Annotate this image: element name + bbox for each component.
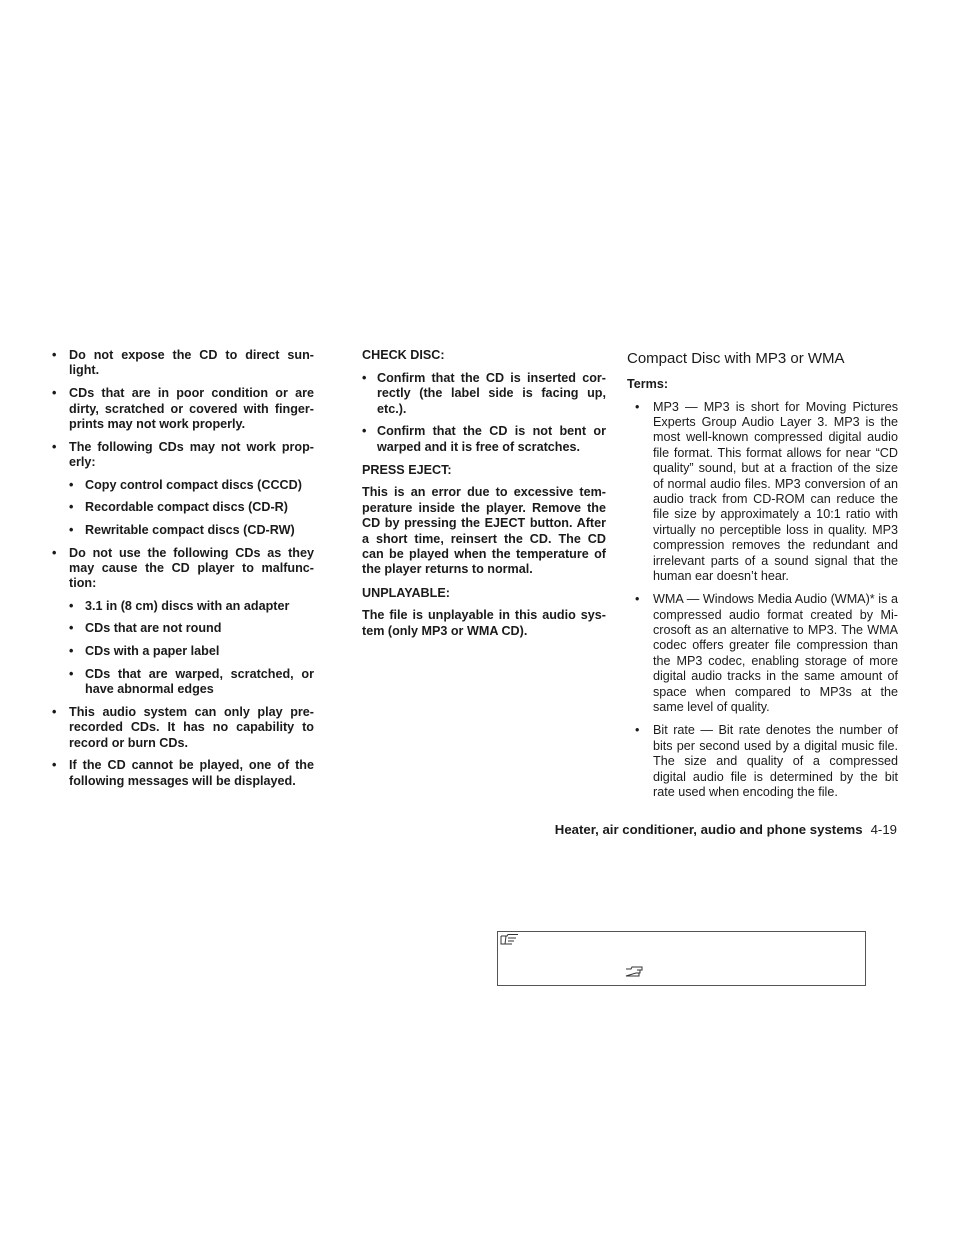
section-title: Compact Disc with MP3 or WMA bbox=[627, 350, 845, 367]
stamp-box bbox=[497, 931, 866, 986]
list-item: • If the CD cannot be played, one of the following messages will be displayed. bbox=[52, 758, 314, 789]
page-footer bbox=[555, 822, 897, 837]
list-item: • Copy control compact discs (CCCD) bbox=[69, 478, 314, 493]
list-item: • Do not expose the CD to direct sun- light. bbox=[52, 348, 314, 379]
list-item: • Confirm that the CD is inserted cor- rectly (the label side is facing up, etc.). bbox=[362, 371, 606, 417]
list-item: • The following CDs may not work prop- erly: • Copy control compact discs (CCCD) • Recordable compact discs (CD-R) • Rewritable compact discs (CD-RW) bbox=[52, 440, 314, 538]
list-item: • Recordable compact discs (CD-R) bbox=[69, 500, 314, 515]
list-item: • Rewritable compact discs (CD-RW) bbox=[69, 523, 314, 538]
page-number: 4-19 bbox=[870, 822, 897, 837]
terms-list bbox=[627, 400, 898, 801]
list-item: • CDs that are in poor condition or are dirty, scratched or covered with finger- prints may not work properly. bbox=[52, 386, 314, 432]
press-eject-heading: PRESS EJECT: bbox=[362, 462, 452, 477]
cd-precautions-list bbox=[52, 348, 314, 789]
list-item: • Bit rate — Bit rate denotes the number of bits per second used by a digital music file. The size and quality of a compressed digital audio file is determined by the bit rate used when encoding the file. bbox=[635, 723, 898, 800]
list-item: • MP3 — MP3 is short for Moving Pictures Experts Group Audio Layer 3. MP3 is the most well-known compressed digital audio file format. This format allows for near “CD quality” sound, but at a fraction of the size of normal audio files. MP3 conversion of an audio track from CD-ROM can reduce the file size by approximately a 10:1 ratio with virtually no perceptible loss in quality. MP3 compression removes the redundant and irrelevant parts of a sound signal that the human ear doesn’t hear. bbox=[635, 400, 898, 585]
right-column bbox=[627, 348, 898, 808]
list-item: • Do not use the following CDs as they may cause the CD player to malfunc- tion: • 3.1 in (8 cm) discs with an adapter • CDs that are not round • CDs with a paper label • CDs that are warped, scratched, or have abnormal edges bbox=[52, 546, 314, 698]
press-eject-text: This is an error due to excessive tem- perature inside the player. Remove the CD by pressing the EJECT button. After a short time, reinsert the CD. The CD can be played when the temperature of the player returns to normal. bbox=[362, 485, 606, 577]
list-item: • Confirm that the CD is not bent or warped and it is free of scratches. bbox=[362, 424, 606, 455]
unplayable-heading: UNPLAYABLE: bbox=[362, 585, 450, 600]
section-name: Heater, air conditioner, audio and phone systems bbox=[554, 822, 863, 837]
malfunction-cd-list bbox=[69, 599, 314, 698]
middle-column bbox=[362, 348, 606, 647]
check-disc-heading: CHECK DISC: bbox=[362, 348, 445, 362]
list-item: • This audio system can only play pre- recorded CDs. It has no capability to record or burn CDs. bbox=[52, 705, 314, 751]
check-disc-list bbox=[362, 371, 606, 455]
list-item: • CDs with a paper label bbox=[69, 644, 314, 659]
list-item: • 3.1 in (8 cm) discs with an adapter bbox=[69, 599, 314, 614]
left-column bbox=[52, 348, 314, 797]
list-item: • WMA — Windows Media Audio (WMA)* is a compressed audio format created by Mi- crosoft as an alternative to MP3. The WMA codec offers greater file compression than the MP3 codec, enabling storage of more digital audio tracks in the same amount of space when compared to MP3s at the same level of quality. bbox=[635, 592, 898, 715]
pointing-hand-icon bbox=[500, 933, 520, 947]
hand-icon bbox=[625, 965, 645, 979]
terms-label: Terms: bbox=[627, 377, 669, 391]
list-item: • CDs that are warped, scratched, or have abnormal edges bbox=[69, 667, 314, 698]
unsupported-cd-list bbox=[69, 478, 314, 539]
list-item: • CDs that are not round bbox=[69, 621, 314, 636]
unplayable-text: The file is unplayable in this audio sys- tem (only MP3 or WMA CD). bbox=[362, 608, 606, 638]
